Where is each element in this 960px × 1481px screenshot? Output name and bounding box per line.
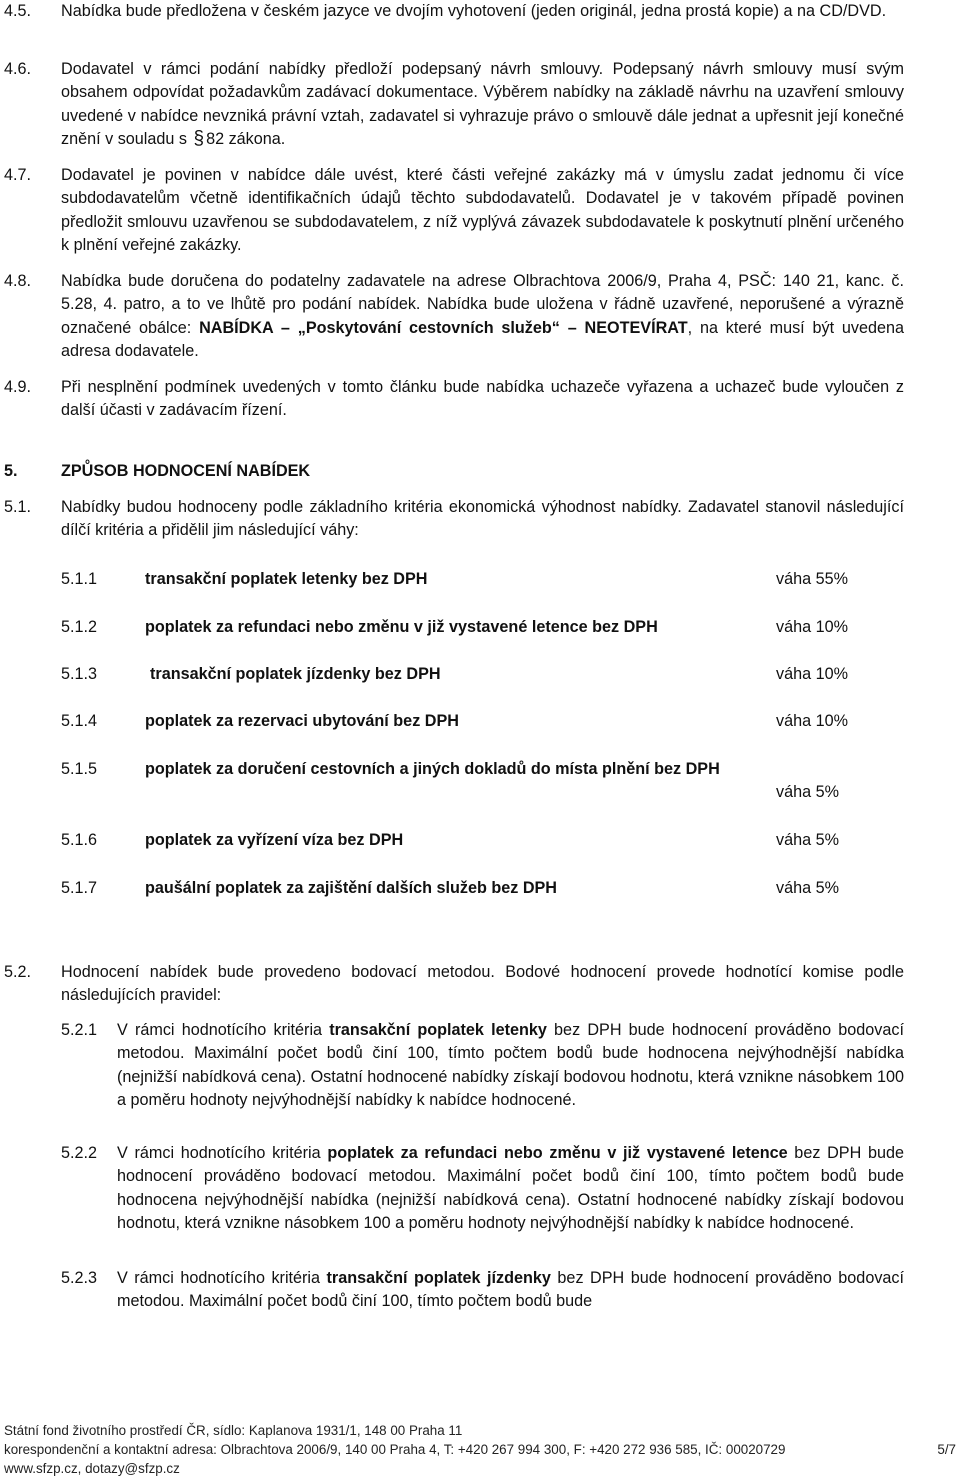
paragraph-number: 4.7. xyxy=(4,166,32,184)
criterion-label: poplatek za rezervaci ubytování bez DPH xyxy=(145,712,459,730)
paragraph-5-1 xyxy=(4,496,904,543)
section-number: 5. xyxy=(4,462,18,480)
paragraph-text: Při nesplnění podmínek uvedených v tomto článku bude nabídka uchazeče vyřazena a uchazeč bude vyloučen z další účasti v zadávacím řízení. xyxy=(61,378,904,420)
criterion-number: 5.1.3 xyxy=(61,665,98,683)
paragraph-text: Dodavatel v rámci podání nabídky předloží podepsaný návrh smlouvy. Podepsaný návrh smlouvy musí svým obsahem odpovídat požadavkům zadávací dokumentace. Výběrem nabídky na základě návrhu na uzavření smlouvy uvedené v nabídce nevzniká právní vztah, zadavatel si vyhrazuje právo o smlouvě dále jednat a upřesnit její konečné znění v souladu s § 82 zákona. xyxy=(61,60,904,150)
paragraph-text: Dodavatel je povinen v nabídce dále uvést, které části veřejné zakázky má v úmyslu zadat jednomu či více subdodavatelům včetně identifikačních údajů těchto subdodavatelů. Dodavatel je v takovém případě povinen předložit smlouvu uzavřenou se subdodavatelem, z níž vyplývá závazek subdodavatele k poskytnutí plnění určeného k plnění veřejné zakázky. xyxy=(61,166,904,255)
criterion-number: 5.1.1 xyxy=(61,570,98,588)
criterion-weight: váha 5% xyxy=(776,783,839,801)
page-footer xyxy=(4,1421,956,1478)
subparagraph-number: 5.2.3 xyxy=(61,1269,98,1287)
subparagraph-text: V rámci hodnotícího kritéria transakční poplatek jízdenky bez DPH bude hodnocení prováděno bodovací metodou. Maximální počet bodů činí 100, tímto počtem bodů bude xyxy=(117,1269,905,1311)
paragraph-4-8 xyxy=(4,270,904,364)
criterion-number: 5.1.6 xyxy=(61,831,98,849)
criterion-label: poplatek za doručení cestovních a jiných dokladů do místa plnění bez DPH xyxy=(145,760,720,778)
subparagraph-number: 5.2.2 xyxy=(61,1144,98,1162)
paragraph-number: 4.6. xyxy=(4,60,32,78)
section-title: ZPŮSOB HODNOCENÍ NABÍDEK xyxy=(61,462,311,480)
footer-web: www.sfzp.cz, dotazy@sfzp.cz xyxy=(4,1461,180,1476)
criterion-label: transakční poplatek letenky bez DPH xyxy=(145,570,428,588)
paragraph-text: Nabídka bude předložena v českém jazyce ve dvojím vyhotovení (jeden originál, jedna prostá kopie) a na CD/DVD. xyxy=(61,2,887,20)
criterion-label: poplatek za refundaci nebo změnu v již vystavené letence bez DPH xyxy=(145,618,658,636)
criterion-number: 5.1.7 xyxy=(61,879,98,897)
paragraph-text: Nabídky budou hodnoceny podle základního kritéria ekonomická výhodnost nabídky. Zadavatel stanovil následující dílčí kritéria a přidělil jim následující váhy: xyxy=(61,498,904,540)
criterion-weight: váha 10% xyxy=(776,618,848,636)
criterion-label: poplatek za vyřízení víza bez DPH xyxy=(145,831,404,849)
paragraph-4-5 xyxy=(4,0,904,23)
criterion-weight: váha 10% xyxy=(776,712,848,730)
paragraph-number: 5.1. xyxy=(4,498,32,516)
paragraph-text: Nabídka bude doručena do podatelny zadavatele na adrese Olbrachtova 2006/9, Praha 4, PSČ: 140 21, kanc. č. 5.28, 4. patro, a to ve lhůtě pro podání nabídek. Nabídka bude uložena v řádně uzavřené, neporušené a výrazně označené obálce: NABÍDKA – „Poskytování cestovních služeb“ – NEOTEVÍRAT, na které musí být uvedena adresa dodavatele. xyxy=(61,272,905,361)
subparagraph-5-2-3 xyxy=(61,1267,904,1314)
paragraph-4-6 xyxy=(4,58,904,152)
subparagraph-number: 5.2.1 xyxy=(61,1021,98,1039)
criterion-weight: váha 55% xyxy=(776,570,848,588)
paragraph-number: 4.9. xyxy=(4,378,32,396)
criterion-label: paušální poplatek za zajištění dalších služeb bez DPH xyxy=(145,879,557,897)
footer-contact: korespondenční a kontaktní adresa: Olbrachtova 2006/9, 140 00 Praha 4, T: +420 267 994 300, F: +420 272 936 585, IČ: 00020729 xyxy=(4,1442,786,1457)
paragraph-4-9 xyxy=(4,376,904,423)
footer-address: Státní fond životního prostředí ČR, sídlo: Kaplanova 1931/1, 148 00 Praha 11 xyxy=(4,1423,463,1438)
criterion-weight: váha 5% xyxy=(776,831,839,849)
criterion-number: 5.1.5 xyxy=(61,760,98,778)
subparagraph-text: V rámci hodnotícího kritéria transakční poplatek letenky bez DPH bude hodnocení prováděno bodovací metodou. Maximální počet bodů činí 100, tímto počtem bodů bude hodnocena nejvýhodnější nabídka (nejnižší nabídková cena). Ostatní hodnocené nabídky získají bodovou hodnotu, která vznikne násobkem 100 a poměru hodnoty nejvýhodnější nabídky k nabídce hodnocené. xyxy=(117,1021,904,1110)
paragraph-number: 5.2. xyxy=(4,963,32,981)
envelope-label: NABÍDKA – „Poskytování cestovních služeb“ – NEOTEVÍRAT xyxy=(199,318,688,337)
criterion-number: 5.1.2 xyxy=(61,618,98,636)
subparagraph-5-2-2 xyxy=(61,1142,904,1236)
subparagraph-5-2-1 xyxy=(61,1019,904,1113)
section-sign-icon: § xyxy=(193,128,205,150)
paragraph-5-2 xyxy=(4,961,904,1008)
section-heading-5 xyxy=(4,460,904,483)
criterion-weight: váha 5% xyxy=(776,879,839,897)
paragraph-4-7 xyxy=(4,164,904,258)
paragraph-text: Hodnocení nabídek bude provedeno bodovací metodou. Bodové hodnocení provede hodnotící komise podle následujících pravidel: xyxy=(61,963,904,1005)
paragraph-number: 4.5. xyxy=(4,2,32,20)
page-number: 5/7 xyxy=(937,1442,956,1457)
subparagraph-text: V rámci hodnotícího kritéria poplatek za refundaci nebo změnu v již vystavené letence bez DPH bude hodnocení prováděno bodovací metodou. Maximální počet bodů činí 100, tímto počtem bodů bude hodnocena nejvýhodnější nabídka (nejnižší nabídková cena). Ostatní hodnocené nabídky získají bodovou hodnotu, která vznikne násobkem 100 a poměru hodnoty nejvýhodnější nabídky k nabídce hodnocené. xyxy=(117,1144,905,1233)
criterion-weight: váha 10% xyxy=(776,665,848,683)
criterion-number: 5.1.4 xyxy=(61,712,98,730)
paragraph-number: 4.8. xyxy=(4,272,32,290)
criterion-label: transakční poplatek jízdenky bez DPH xyxy=(150,665,441,683)
